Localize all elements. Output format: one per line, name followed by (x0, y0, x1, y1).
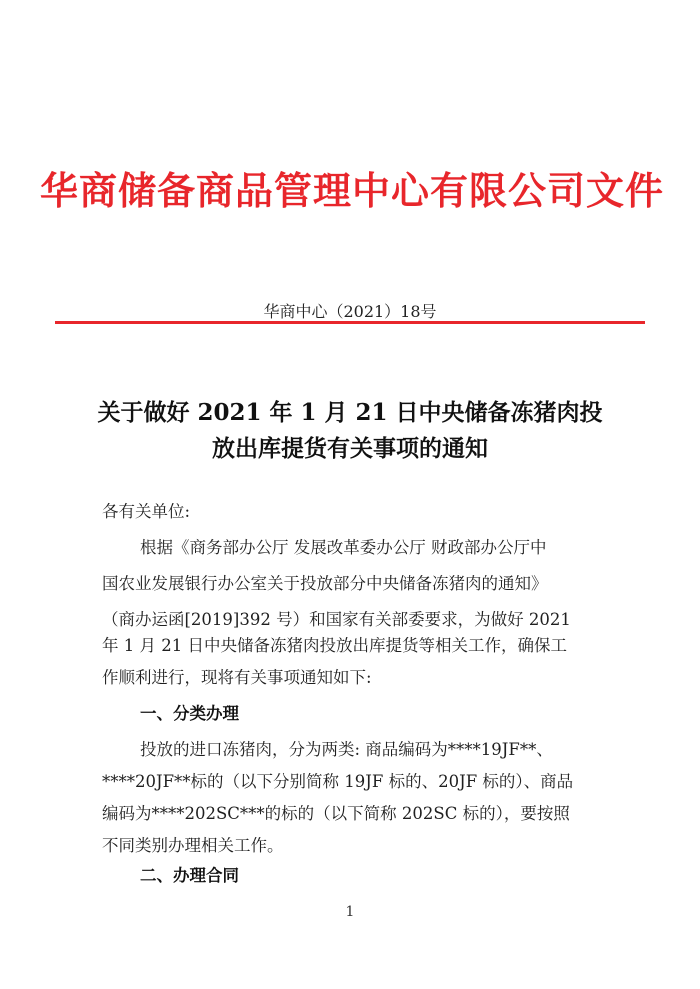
org-header-title: 华商储备商品管理中心有限公司文件 (40, 169, 665, 213)
page-number: 1 (345, 904, 355, 920)
paragraph-line: ****20JF**标的（以下分别简称 19JF 标的、20JF 标的）、商品 (102, 772, 574, 791)
paragraph-line: 编码为****202SC***的标的（以下简称 202SC 标的），要按照 (102, 804, 570, 823)
paragraph-line: 根据《商务部办公厅 发展改革委办公厅 财政部办公厅中 (140, 538, 547, 557)
section-heading-2: 二、办理合同 (140, 866, 239, 885)
paragraph-line: 不同类别办理相关工作。 (102, 836, 284, 855)
paragraph-line: 国农业发展银行办公室关于投放部分中央储备冻猪肉的通知》 (102, 574, 548, 593)
salutation: 各有关单位: (102, 502, 191, 521)
document-number: 华商中心（2021）18号 (263, 302, 437, 321)
notice-title-line-1: 关于做好 2021 年 1 月 21 日中央储备冻猪肉投 (97, 399, 603, 426)
paragraph-line: （商办运函[2019]392 号）和国家有关部委要求，为做好 2021 (102, 610, 571, 629)
section-heading-1: 一、分类办理 (140, 704, 239, 723)
red-divider-line (55, 321, 645, 324)
paragraph-line: 投放的进口冻猪肉，分为两类: 商品编码为****19JF**、 (140, 740, 553, 759)
notice-title-line-2: 放出库提货有关事项的通知 (212, 435, 488, 462)
paragraph-line: 作顺利进行，现将有关事项通知如下: (102, 668, 372, 687)
paragraph-line: 年 1 月 21 日中央储备冻猪肉投放出库提货等相关工作，确保工 (102, 636, 567, 655)
